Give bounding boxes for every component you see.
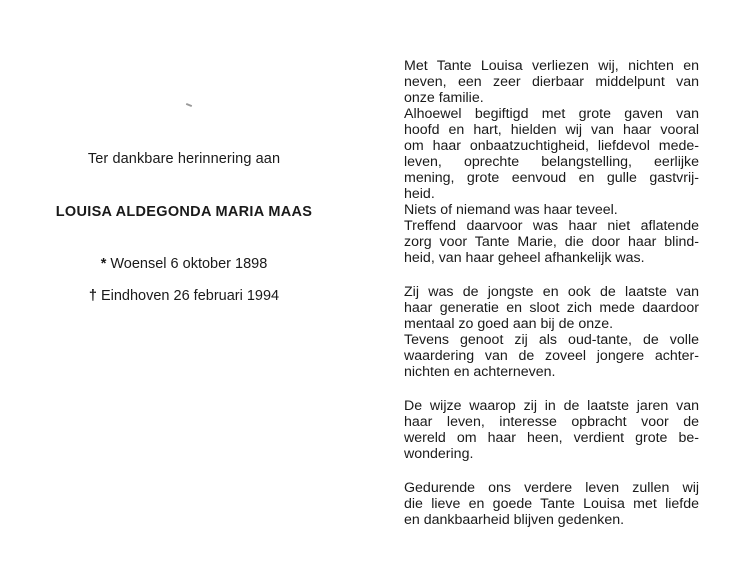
text-line: en dankbaarheid blijven gedenken. — [404, 512, 625, 528]
text-line: Met Tante Louisa verliezen wij, nichten en — [404, 58, 699, 74]
memorial-paragraph — [404, 398, 699, 462]
text-line: nichten en achterneven. — [404, 364, 556, 380]
text-line: Tevens genoot zij als oud-tante, de volle — [404, 332, 699, 348]
intro-line: Ter dankbare herinnering aan — [87, 151, 281, 167]
text-line: die lieve en goede Tante Louisa met liefde — [404, 496, 699, 512]
text-line: onze familie. — [404, 90, 484, 106]
text-line: wereld om haar heen, verdient grote be- — [404, 430, 699, 446]
memorial-text-panel — [404, 58, 699, 558]
death-cross-icon: † — [88, 288, 97, 304]
text-line: zorg voor Tante Marie, die door haar blind- — [404, 234, 699, 250]
memorial-paragraph — [404, 58, 699, 266]
text-line: Alhoewel begiftigd met grote gaven van — [404, 106, 699, 122]
death-text: Eindhoven 26 februari 1994 — [100, 288, 280, 304]
text-line: De wijze waarop zij in de laatste jaren van — [404, 398, 699, 414]
text-line: mening, grote eenvoud en gulle gastvrij- — [404, 170, 699, 186]
text-line: Gedurende ons verdere leven zullen wij — [404, 480, 699, 496]
text-line: leven, oprechte belangstelling, eerlijke — [404, 154, 699, 170]
text-line: heid, van haar geheel afhankelijk was. — [404, 250, 645, 266]
text-line: Niets of niemand was haar teveel. — [404, 202, 618, 218]
text-line: wondering. — [404, 446, 474, 462]
text-line: hoofd en hart, hielden wij van haar vooral — [404, 122, 699, 138]
text-line: heid. — [404, 186, 435, 202]
birth-star-icon: * — [100, 256, 107, 272]
text-line: haar leven, interesse opbracht voor de — [404, 414, 699, 430]
memorial-paragraph — [404, 480, 699, 528]
deceased-name: LOUISA ALDEGONDA MARIA MAAS — [55, 204, 313, 220]
text-line: Treffend daarvoor was haar niet aflatende — [404, 218, 699, 234]
text-line: haar generatie en sloot zich mede daardoor — [404, 300, 699, 316]
text-line: mentaal zo goed aan bij de onze. — [404, 316, 614, 332]
birth-line — [0, 256, 368, 272]
text-line: neven, een zeer dierbaar middelpunt van — [404, 74, 699, 90]
birth-text: Woensel 6 oktober 1898 — [110, 256, 268, 272]
text-line: waardering van de zoveel jongere achter- — [404, 348, 699, 364]
memorial-paragraph — [404, 284, 699, 380]
print-speck — [186, 103, 192, 107]
death-line — [0, 288, 368, 304]
text-line: om haar onbaatzuchtigheid, liefdevol mede- — [404, 138, 699, 154]
text-line: Zij was de jongste en ook de laatste van — [404, 284, 699, 300]
